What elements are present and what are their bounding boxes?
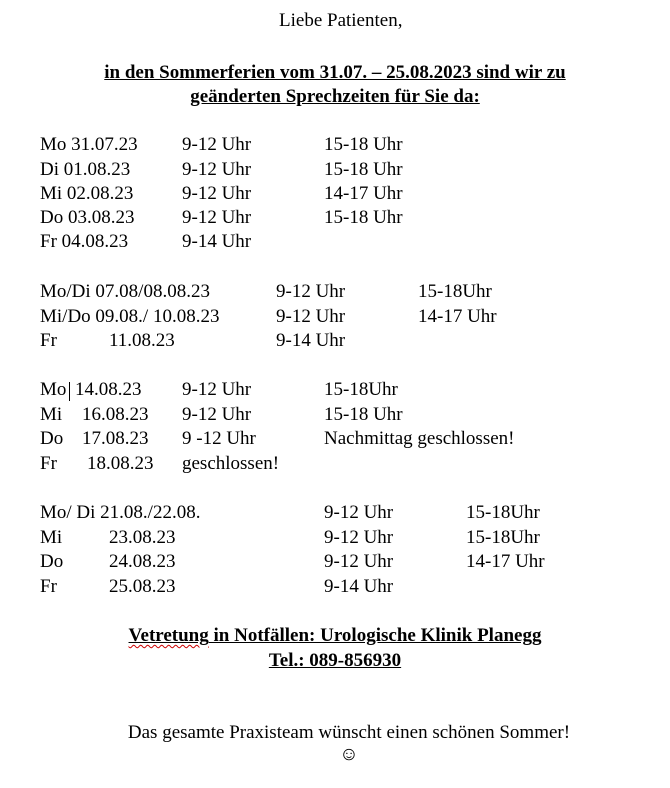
morning-hours: 9-12 Uhr	[182, 134, 252, 155]
day-label: Mo/Di 07.08/08.08.23	[40, 281, 210, 302]
morning-hours: 9-14 Uhr	[324, 576, 394, 597]
day-label: Mo/ Di 21.08./22.08.	[40, 502, 201, 523]
day-label: Mi/Do 09.08./ 10.08.23	[40, 306, 220, 327]
morning-hours: 9-12 Uhr	[276, 281, 346, 302]
morning-hours: 9-12 Uhr	[182, 404, 252, 425]
day-label: Mi	[40, 404, 63, 425]
morning-hours: 9 -12 Uhr	[182, 428, 256, 449]
emergency-contact	[0, 625, 670, 647]
spellcheck-word: Vetretung	[128, 625, 209, 646]
date-label: 23.08.23	[109, 527, 176, 548]
morning-hours: 9-14 Uhr	[182, 231, 252, 252]
morning-hours: 9-12 Uhr	[182, 379, 252, 400]
date-label: 17.08.23	[82, 428, 149, 449]
day-label: Mo	[40, 379, 67, 400]
afternoon-hours: 15-18 Uhr	[324, 159, 403, 180]
afternoon-hours: 15-18 Uhr	[324, 207, 403, 228]
day-label: Fr	[40, 453, 57, 474]
afternoon-hours: 15-18Uhr	[466, 527, 540, 548]
headline-line-2: geänderten Sprechzeiten für Sie da:	[190, 86, 480, 107]
morning-hours: 9-12 Uhr	[182, 159, 252, 180]
emergency-phone: Tel.: 089-856930	[268, 650, 402, 671]
day-label: Do	[40, 428, 64, 449]
afternoon-hours: 14-17 Uhr	[466, 551, 545, 572]
day-label: Do 03.08.23	[40, 207, 135, 228]
morning-hours: 9-12 Uhr	[324, 502, 394, 523]
day-label: Mi 02.08.23	[40, 183, 134, 204]
afternoon-hours: 14-17 Uhr	[418, 306, 497, 327]
date-label: 14.08.23	[75, 379, 142, 400]
afternoon-hours: 14-17 Uhr	[324, 183, 403, 204]
greeting: Liebe Patienten,	[279, 10, 403, 31]
date-label: 25.08.23	[109, 576, 176, 597]
date-label: 16.08.23	[82, 404, 149, 425]
smiley-icon: ☺	[339, 744, 359, 765]
afternoon-note: Nachmittag geschlossen!	[324, 428, 515, 449]
morning-hours: 9-12 Uhr	[324, 527, 394, 548]
day-label: Fr	[40, 330, 57, 351]
date-label: 11.08.23	[109, 330, 175, 351]
morning-hours: 9-14 Uhr	[276, 330, 346, 351]
morning-hours: 9-12 Uhr	[276, 306, 346, 327]
afternoon-hours: 15-18 Uhr	[324, 134, 403, 155]
headline-line-1: in den Sommerferien vom 31.07. – 25.08.2023 sind wir zu	[104, 62, 566, 83]
afternoon-hours: 15-18Uhr	[324, 379, 398, 400]
day-label: Di 01.08.23	[40, 159, 131, 180]
day-label: Mo 31.07.23	[40, 134, 138, 155]
date-label: 18.08.23	[87, 453, 154, 474]
date-label: 24.08.23	[109, 551, 176, 572]
closing-message: Das gesamte Praxisteam wünscht einen schönen Sommer!	[127, 722, 571, 743]
day-label: Mi	[40, 527, 63, 548]
morning-hours: 9-12 Uhr	[182, 183, 252, 204]
afternoon-hours: 15-18Uhr	[466, 502, 540, 523]
afternoon-hours: 15-18 Uhr	[324, 404, 403, 425]
emergency-text: in Notfällen: Urologische Klinik Planegg	[208, 625, 542, 646]
closed-note: geschlossen!	[182, 453, 280, 474]
day-label: Do	[40, 551, 64, 572]
afternoon-hours: 15-18Uhr	[418, 281, 492, 302]
morning-hours: 9-12 Uhr	[182, 207, 252, 228]
text-cursor	[69, 382, 70, 401]
day-label: Fr 04.08.23	[40, 231, 129, 252]
day-label: Fr	[40, 576, 57, 597]
morning-hours: 9-12 Uhr	[324, 551, 394, 572]
